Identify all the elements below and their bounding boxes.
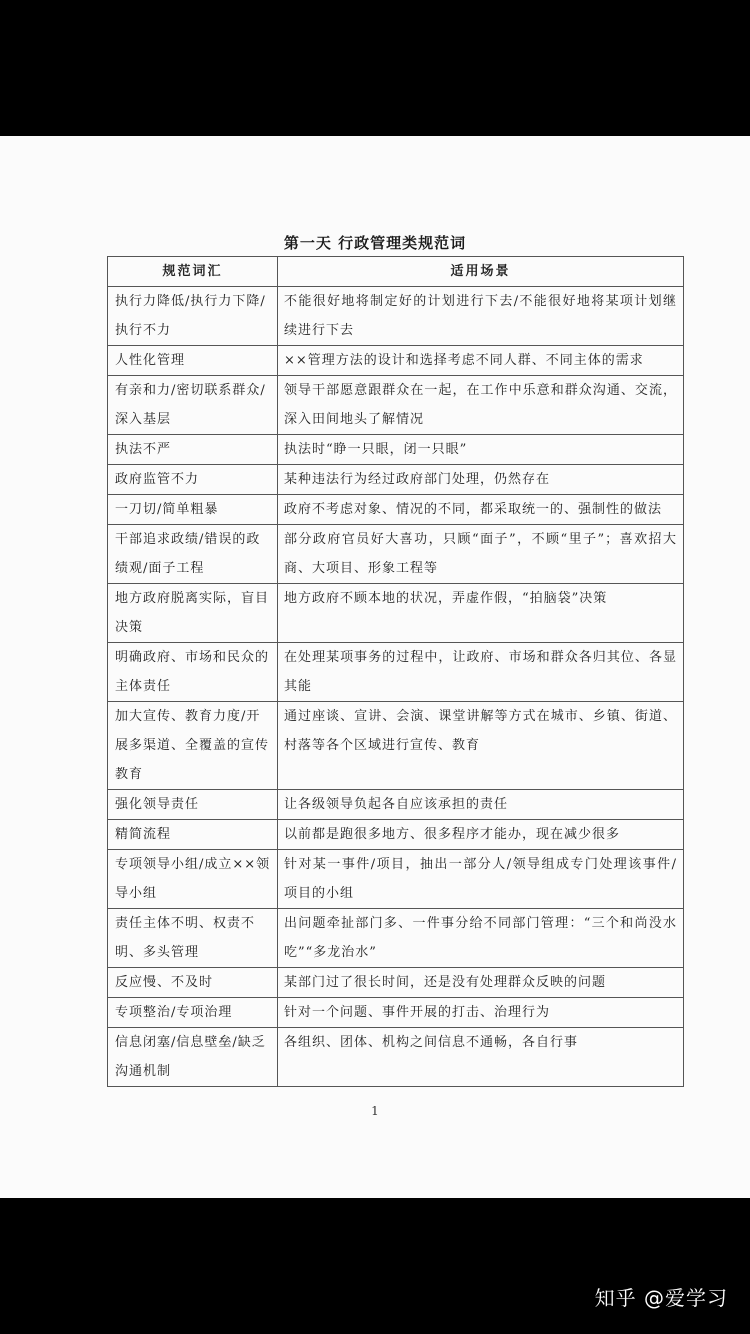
scene-cell: 某部门过了很长时间，还是没有处理群众反映的问题 <box>278 968 684 998</box>
term-cell: 精简流程 <box>108 820 278 850</box>
table-row <box>108 465 684 495</box>
term-cell: 专项整治/专项治理 <box>108 998 278 1028</box>
term-cell: 强化领导责任 <box>108 790 278 820</box>
top-black-bar <box>0 0 750 136</box>
table-row <box>108 790 684 820</box>
table-row <box>108 820 684 850</box>
term-cell: 执法不严 <box>108 435 278 465</box>
term-cell: 政府监管不力 <box>108 465 278 495</box>
scene-cell: 领导干部愿意跟群众在一起，在工作中乐意和群众沟通、交流，深入田间地头了解情况 <box>278 376 684 435</box>
table-row <box>108 495 684 525</box>
term-cell: 反应慢、不及时 <box>108 968 278 998</box>
term-cell: 人性化管理 <box>108 346 278 376</box>
term-cell: 地方政府脱离实际，盲目决策 <box>108 584 278 643</box>
zhihu-watermark: 知乎 @爱学习 <box>594 1286 728 1310</box>
table-row <box>108 702 684 790</box>
scene-cell: ××管理方法的设计和选择考虑不同人群、不同主体的需求 <box>278 346 684 376</box>
scene-cell: 执法时“睁一只眼，闭一只眼” <box>278 435 684 465</box>
header-scene: 适用场景 <box>278 257 684 287</box>
scene-cell: 针对一个问题、事件开展的打击、治理行为 <box>278 998 684 1028</box>
term-cell: 加大宣传、教育力度/开展多渠道、全覆盖的宣传教育 <box>108 702 278 790</box>
scene-cell: 某种违法行为经过政府部门处理，仍然存在 <box>278 465 684 495</box>
table-row <box>108 968 684 998</box>
scene-cell: 部分政府官员好大喜功，只顾“面子”，不顾“里子”；喜欢招大商、大项目、形象工程等 <box>278 525 684 584</box>
scene-cell: 出问题牵扯部门多、一件事分给不同部门管理：“三个和尚没水吃”“多龙治水” <box>278 909 684 968</box>
scene-cell: 通过座谈、宣讲、会演、课堂讲解等方式在城市、乡镇、街道、村落等各个区域进行宣传、教育 <box>278 702 684 790</box>
scene-cell: 地方政府不顾本地的状况，弄虚作假，“拍脑袋”决策 <box>278 584 684 643</box>
bottom-black-bar <box>0 1198 750 1334</box>
scene-cell: 以前都是跑很多地方、很多程序才能办，现在减少很多 <box>278 820 684 850</box>
terms-table <box>107 256 684 1087</box>
table-row <box>108 850 684 909</box>
table-row <box>108 525 684 584</box>
term-cell: 执行力降低/执行力下降/执行不力 <box>108 287 278 346</box>
header-term: 规范词汇 <box>108 257 278 287</box>
page-number: 1 <box>371 1104 379 1118</box>
table-row <box>108 346 684 376</box>
table-body <box>108 287 684 1087</box>
table-row <box>108 643 684 702</box>
term-cell: 一刀切/简单粗暴 <box>108 495 278 525</box>
table-header-row <box>108 257 684 287</box>
scene-cell: 针对某一事件/项目，抽出一部分人/领导组成专门处理该事件/项目的小组 <box>278 850 684 909</box>
term-cell: 责任主体不明、权责不明、多头管理 <box>108 909 278 968</box>
table-row <box>108 909 684 968</box>
scene-cell: 各组织、团体、机构之间信息不通畅，各自行事 <box>278 1028 684 1087</box>
table-row <box>108 287 684 346</box>
scene-cell: 不能很好地将制定好的计划进行下去/不能很好地将某项计划继续进行下去 <box>278 287 684 346</box>
scene-cell: 政府不考虑对象、情况的不同，都采取统一的、强制性的做法 <box>278 495 684 525</box>
term-cell: 有亲和力/密切联系群众/深入基层 <box>108 376 278 435</box>
table-row <box>108 998 684 1028</box>
term-cell: 干部追求政绩/错误的政绩观/面子工程 <box>108 525 278 584</box>
term-cell: 明确政府、市场和民众的主体责任 <box>108 643 278 702</box>
term-cell: 信息闭塞/信息壁垒/缺乏沟通机制 <box>108 1028 278 1087</box>
scene-cell: 让各级领导负起各自应该承担的责任 <box>278 790 684 820</box>
table-row <box>108 1028 684 1087</box>
scene-cell: 在处理某项事务的过程中，让政府、市场和群众各归其位、各显其能 <box>278 643 684 702</box>
table-row <box>108 376 684 435</box>
document-title: 第一天 行政管理类规范词 <box>283 234 467 252</box>
term-cell: 专项领导小组/成立××领导小组 <box>108 850 278 909</box>
table-row <box>108 435 684 465</box>
table-row <box>108 584 684 643</box>
